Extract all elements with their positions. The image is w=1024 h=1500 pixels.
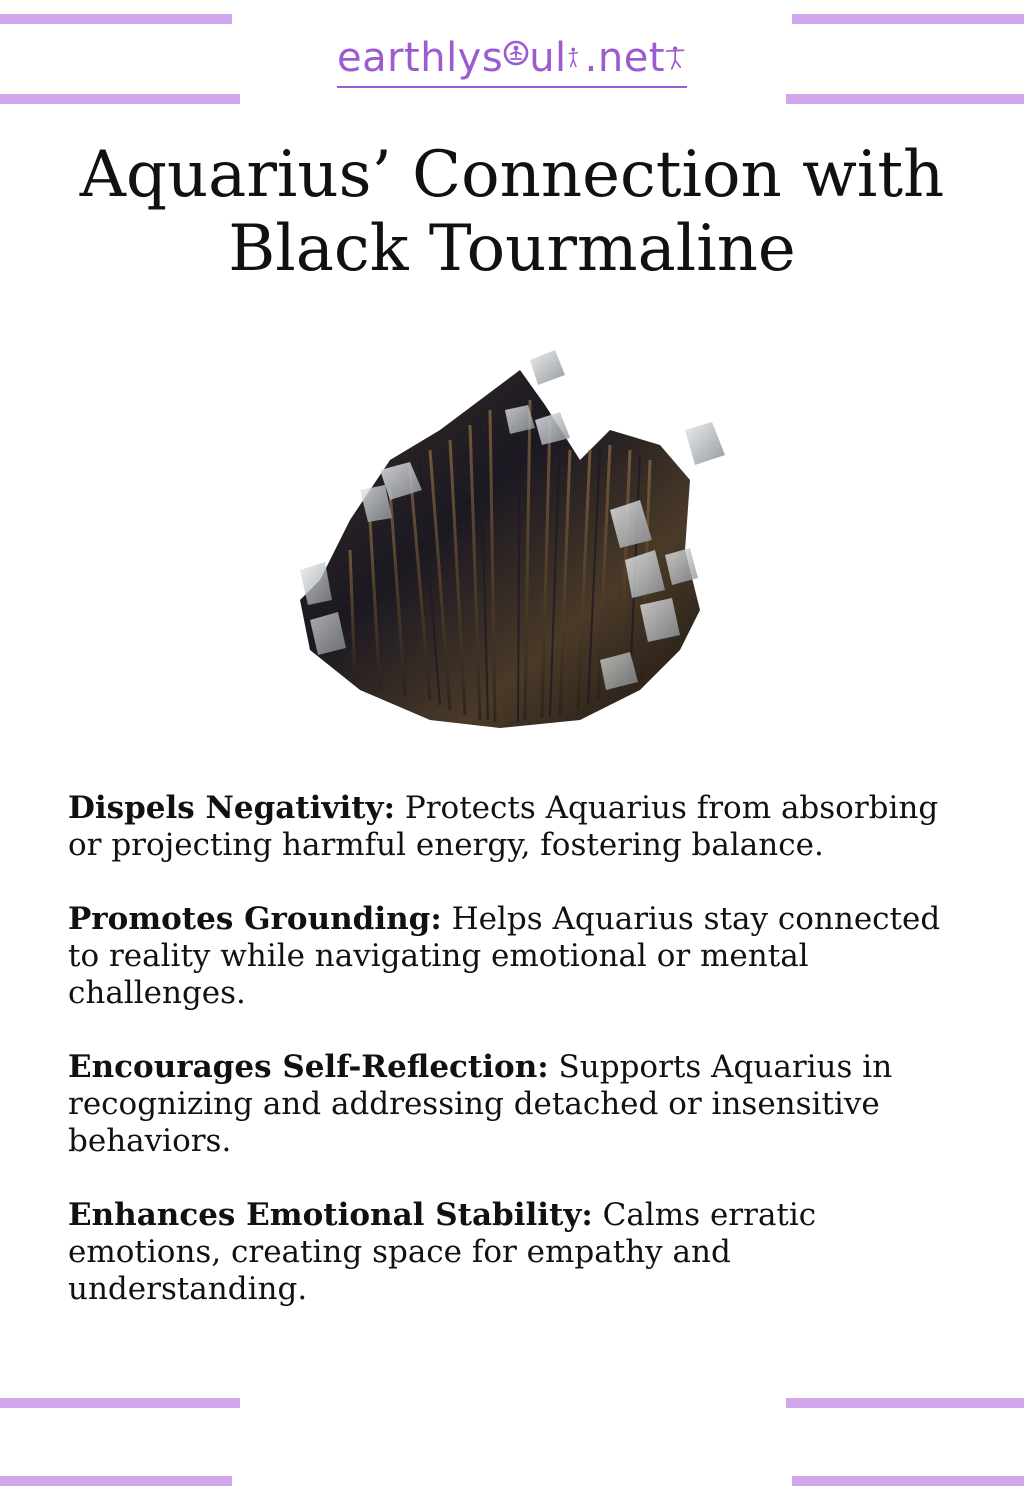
top-right-bar-upper: [792, 14, 1024, 24]
bottom-left-bar-lower: [0, 1476, 232, 1486]
title-line-1: Aquarius’ Connection with: [79, 138, 945, 212]
item-text: Calms erratic emotions, creating space for empathy and understanding.: [68, 1197, 817, 1307]
logo-text-mid: ul: [529, 35, 567, 81]
list-item: [68, 901, 948, 1012]
logo-text-right: .net: [584, 35, 666, 81]
item-heading: Dispels Negativity:: [68, 790, 396, 826]
bottom-left-bar-upper: [0, 1398, 240, 1408]
list-item: [68, 1049, 948, 1160]
bottom-right-bar-upper: [786, 1398, 1024, 1408]
logo-wordmark: [337, 34, 687, 88]
title-line-2: Black Tourmaline: [228, 212, 796, 286]
list-item: [68, 1197, 948, 1308]
bottom-right-bar-lower: [792, 1476, 1024, 1486]
dancer-figure-icon: [567, 39, 585, 75]
logo-text-left: earthlys: [336, 35, 504, 81]
item-heading: Promotes Grounding:: [68, 901, 442, 937]
site-logo[interactable]: [0, 34, 1024, 88]
item-text: Helps Aquarius stay connected to reality while navigating emotional or mental challenges.: [68, 901, 941, 1011]
top-right-bar-lower: [786, 94, 1024, 104]
page-title: [0, 138, 1024, 286]
top-left-bar-upper: [0, 14, 232, 24]
item-text: Protects Aquarius from absorbing or projecting harmful energy, fostering balance.: [68, 790, 939, 863]
item-text: Supports Aquarius in recognizing and addressing detached or insensitive behaviors.: [68, 1049, 893, 1159]
black-tourmaline-crystal-icon: [280, 350, 740, 740]
list-item: [68, 790, 948, 864]
item-heading: Encourages Self-Reflection:: [68, 1049, 549, 1085]
item-heading: Enhances Emotional Stability:: [68, 1197, 593, 1233]
meditating-figure-icon: [503, 39, 529, 75]
top-left-bar-lower: [0, 94, 240, 104]
dancer-arms-icon: [665, 39, 687, 75]
benefits-list: [68, 790, 948, 1345]
